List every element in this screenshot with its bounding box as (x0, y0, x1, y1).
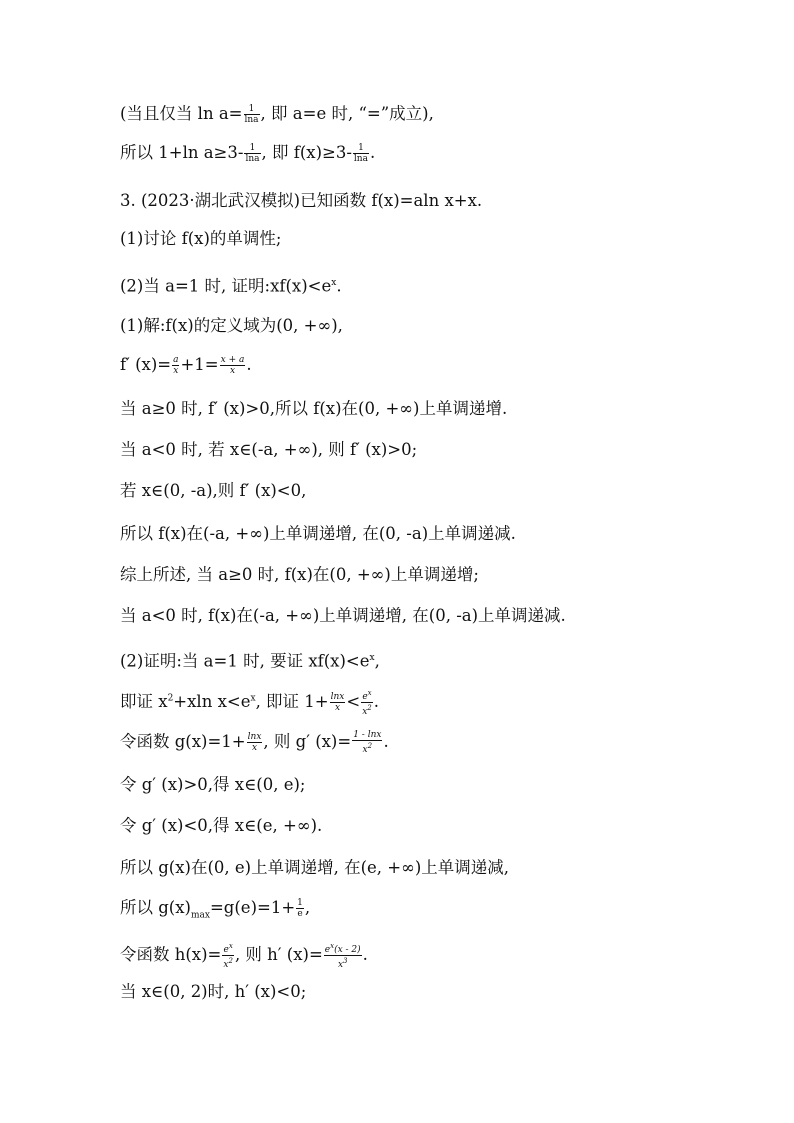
fraction-numerator: 1 (249, 143, 256, 153)
fraction-denominator: x (247, 742, 263, 753)
superscript: x (367, 689, 372, 697)
text-line (120, 730, 389, 755)
text-line (120, 688, 379, 717)
text-segment: < (346, 692, 361, 711)
fraction-denominator: x (220, 365, 246, 376)
fraction-numerator: a (173, 355, 179, 365)
text-line (120, 775, 306, 795)
text-segment: 综上所述, 当 a≥0 时, f(x)在(0, +∞)上单调递增; (120, 565, 479, 584)
text-line (120, 858, 509, 878)
text-segment: 当 a≥0 时, f′ (x)>0,所以 f(x)在(0, +∞)上单调递增. (120, 399, 508, 418)
fraction-numerator-tail: (x - 2) (334, 945, 361, 955)
text-line (120, 816, 322, 836)
fraction-denominator (222, 955, 234, 970)
fraction-numerator: 1 (358, 143, 364, 153)
fraction (330, 692, 346, 713)
fraction-numerator (222, 941, 234, 955)
fraction-numerator (361, 688, 373, 702)
superscript: x (330, 942, 335, 950)
superscript: 2 (228, 957, 233, 965)
fraction-denominator: e (297, 909, 303, 919)
text-segment: , 即 f(x)≥3- (261, 143, 352, 162)
text-line (120, 941, 368, 970)
fraction (353, 143, 369, 164)
text-segment: 当 a<0 时, f(x)在(-a, +∞)上单调递增, 在(0, -a)上单调递减. (120, 606, 566, 625)
text-line (120, 565, 479, 585)
text-line (120, 481, 306, 501)
text-segment: 令函数 h(x)= (120, 945, 222, 964)
text-line (120, 229, 281, 249)
text-segment: , 则 g′ (x)= (263, 732, 352, 751)
superscript: x (369, 653, 375, 663)
fraction-numerator-base: e (324, 945, 331, 955)
fraction-numerator: 1 (297, 898, 303, 908)
fraction-denominator (324, 955, 362, 970)
fraction-numerator: 1 (248, 104, 255, 114)
text-line (120, 606, 566, 626)
fraction (244, 143, 260, 164)
text-segment: 当 a<0 时, 若 x∈(-a, +∞), 则 f′ (x)>0; (120, 440, 418, 459)
fraction-denominator: x (173, 366, 179, 376)
text-segment: . (383, 732, 389, 751)
text-line (120, 143, 375, 164)
text-line (120, 355, 252, 376)
fraction-numerator: x + a (220, 355, 245, 365)
text-segment: +xln x<e (173, 692, 251, 711)
text-segment: 若 x∈(0, -a),则 f′ (x)<0, (120, 481, 307, 500)
fraction-numerator: lnx (247, 732, 262, 742)
superscript: 2 (367, 742, 373, 750)
text-segment: 当 x∈(0, 2)时, h′ (x)<0; (120, 982, 307, 1001)
text-line (120, 524, 516, 544)
text-line (120, 399, 507, 419)
text-segment: 所以 f(x)在(-a, +∞)上单调递增, 在(0, -a)上单调递减. (120, 524, 516, 543)
fraction-denominator (352, 740, 382, 755)
text-segment: (当且仅当 ln a= (120, 104, 243, 123)
text-segment: (1)解:f(x)的定义域为(0, +∞), (120, 316, 343, 335)
superscript: x (331, 278, 337, 288)
text-segment: . (373, 692, 380, 711)
text-line (120, 440, 417, 460)
fraction-denominator: lna (353, 154, 368, 164)
text-line (120, 273, 342, 297)
text-line (120, 316, 343, 336)
fraction (222, 941, 234, 970)
superscript: 3 (343, 957, 348, 965)
fraction-numerator: 1 - lnx (353, 730, 382, 740)
text-line (120, 104, 434, 125)
fraction-denominator-base: x (362, 745, 368, 755)
text-segment: =g(e)=1+ (209, 898, 296, 917)
text-segment: . (369, 143, 376, 162)
text-segment: 所以 g(x) (120, 898, 191, 917)
text-segment: f′ (x)= (120, 355, 172, 374)
text-line (120, 648, 380, 672)
text-line (120, 982, 306, 1002)
superscript: 2 (367, 704, 372, 712)
superscript: x (250, 693, 256, 704)
text-segment: 所以 g(x)在(0, e)上单调递增, 在(e, +∞)上单调递减, (120, 858, 510, 877)
fraction-denominator-base: x (223, 960, 229, 970)
text-segment: , 则 h′ (x)= (234, 945, 323, 964)
fraction (172, 355, 179, 376)
fraction (352, 730, 382, 755)
fraction-denominator-base: x (362, 707, 368, 717)
text-segment: 所以 1+ln a≥3- (120, 143, 244, 162)
text-segment: +1= (180, 355, 219, 374)
text-segment: (1)讨论 f(x)的单调性; (120, 229, 282, 248)
fraction (244, 104, 260, 125)
text-segment: (2)证明:当 a=1 时, 要证 xf(x)<e (120, 651, 370, 671)
fraction (296, 898, 304, 919)
text-segment: 3. (2023·湖北武汉模拟)已知函数 f(x)=aln x+x. (120, 191, 483, 210)
fraction (324, 941, 362, 970)
text-segment: , 即证 1+ (255, 692, 329, 711)
subscript: max (191, 910, 210, 921)
text-segment: . (246, 355, 252, 374)
fraction (361, 688, 373, 717)
fraction-numerator: lnx (330, 692, 345, 702)
fraction-denominator: x (330, 702, 346, 713)
text-segment: . (362, 945, 368, 964)
fraction-numerator (324, 941, 362, 955)
fraction-numerator-base: e (223, 945, 229, 955)
text-segment: (2)当 a=1 时, 证明:xf(x)<e (120, 276, 332, 296)
fraction-denominator: lna (244, 115, 259, 125)
fraction-numerator-base: e (362, 692, 368, 702)
superscript: 2 (167, 693, 174, 704)
fraction (220, 355, 246, 376)
text-segment: 令 g′ (x)<0,得 x∈(e, +∞). (120, 816, 323, 835)
fraction-denominator (361, 702, 373, 717)
text-line (120, 191, 482, 211)
text-segment: , (304, 898, 311, 917)
text-segment: 即证 x (120, 692, 168, 711)
fraction-denominator: lna (245, 154, 260, 164)
text-segment: , 即 a=e 时, “=”成立), (260, 104, 434, 123)
fraction-denominator-base: x (337, 960, 344, 970)
text-segment: . (336, 276, 342, 296)
text-segment: , (374, 651, 380, 671)
text-segment: 令函数 g(x)=1+ (120, 732, 246, 751)
text-line (120, 898, 310, 925)
fraction (247, 732, 263, 753)
text-segment: 令 g′ (x)>0,得 x∈(0, e); (120, 775, 306, 794)
superscript: x (228, 942, 233, 950)
